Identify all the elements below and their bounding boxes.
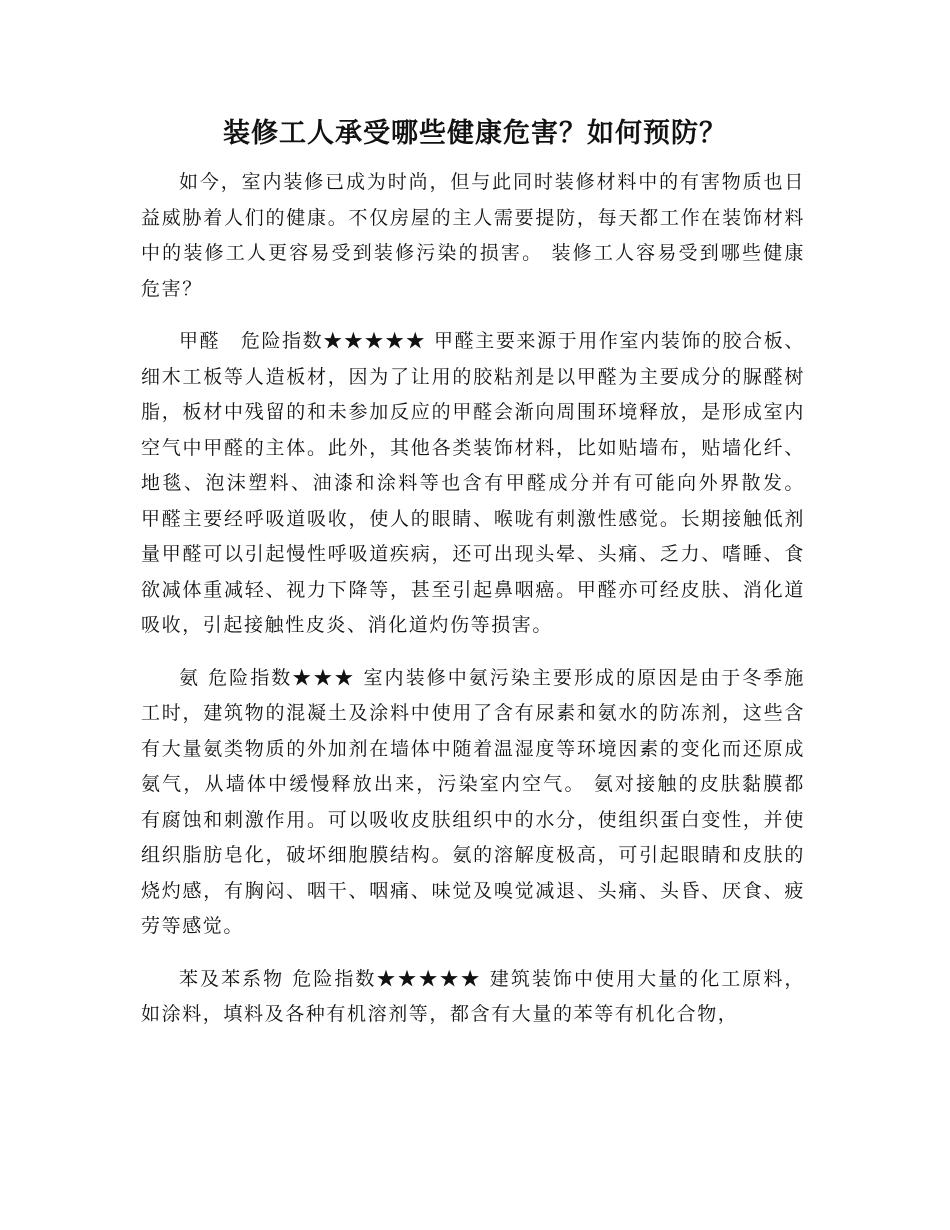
document-body — [141, 165, 805, 1050]
paragraph-formaldehyde: 甲醛 危险指数★★★★★ 甲醛主要来源于用作室内装饰的胶合板、细木工板等人造板材，因为了让用的胶粘剂是以甲醛为主要成分的脲醛树脂，板材中残留的和未参加反应的甲醛会渐向周围环境释放，是形成室内空气中甲醛的主体。此外，其他各类装饰材料，比如贴墙布，贴墙化纤、地毯、泡沫塑料、油漆和涂料等也含有甲醛成分并有可能向外界散发。 甲醛主要经呼吸道吸收，使人的眼睛、喉咙有刺激性感觉。长期接触低剂量甲醛可以引起慢性呼吸道疾病，还可出现头晕、头痛、乏力、嗜睡、食欲减体重减轻、视力下降等，甚至引起鼻咽癌。甲醛亦可经皮肤、消化道吸收，引起接触性皮炎、消化道灼伤等损害。 — [141, 330, 805, 636]
paragraph-ammonia: 氨 危险指数★★★ 室内装修中氨污染主要形成的原因是由于冬季施工时，建筑物的混凝土及涂料中使用了含有尿素和氨水的防冻剂，这些含有大量氨类物质的外加剂在墙体中随着温湿度等环境因素的变化而还原成氨气，从墙体中缓慢释放出来，污染室内空气。 氨对接触的皮肤黏膜都有腐蚀和刺激作用。可以吸收皮肤组织中的水分，使组织蛋白变性，并使组织脂肪皂化，破坏细胞膜结构。氨的溶解度极高，可引起眼睛和皮肤的烧灼感，有胸闷、咽干、咽痛、味觉及嗅觉减退、头痛、头昏、厌食、疲劳等感觉。 — [141, 666, 805, 937]
paragraph-benzene: 苯及苯系物 危险指数★★★★★ 建筑装饰中使用大量的化工原料，如涂料，填料及各种有机溶剂等，都含有大量的苯等有机化合物， — [141, 967, 805, 1025]
paragraph-intro: 如今，室内装修已成为时尚，但与此同时装修材料中的有害物质也日益威胁着人们的健康。不仅房屋的主人需要提防，每天都工作在装饰材料中的装修工人更容易受到装修污染的损害。 装修工人容易受到哪些健康危害？ — [141, 171, 805, 300]
document-title: 装修工人承受哪些健康危害？如何预防？ — [223, 118, 727, 149]
